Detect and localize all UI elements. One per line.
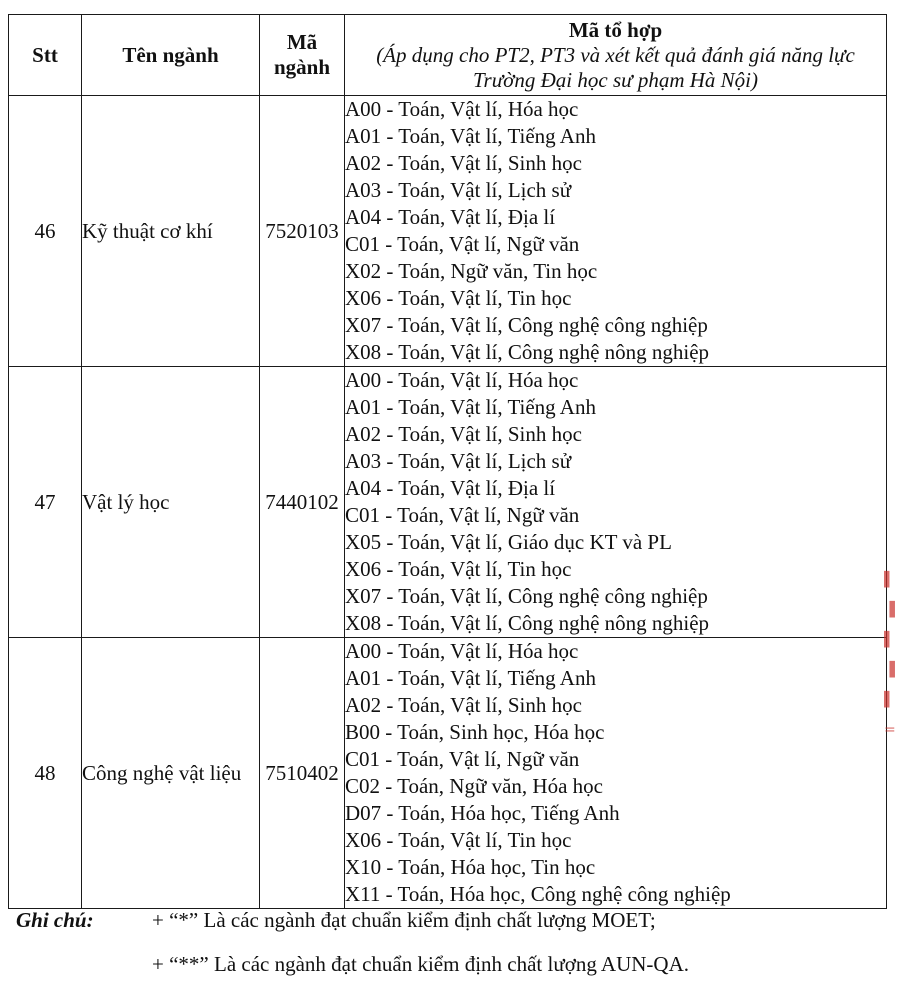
combo-item: X11 - Toán, Hóa học, Công nghệ công nghiệp bbox=[345, 882, 731, 906]
row-stt: 48 bbox=[9, 638, 82, 909]
row-stt: 46 bbox=[9, 96, 82, 367]
combo-item: D07 - Toán, Hóa học, Tiếng Anh bbox=[345, 801, 620, 825]
combo-item: C01 - Toán, Vật lí, Ngữ văn bbox=[345, 747, 580, 771]
combo-item: A03 - Toán, Vật lí, Lịch sử bbox=[345, 178, 572, 202]
combo-item: A01 - Toán, Vật lí, Tiếng Anh bbox=[345, 395, 596, 419]
stamp-mark-fragment: ▌ ▐ ▌ ▐ ▌ = bbox=[884, 572, 896, 738]
combo-item: A01 - Toán, Vật lí, Tiếng Anh bbox=[345, 666, 596, 690]
table-body bbox=[9, 96, 887, 909]
combo-item: A00 - Toán, Vật lí, Hóa học bbox=[345, 639, 579, 663]
row-major-code: 7440102 bbox=[260, 367, 345, 638]
header-combo-note: (Áp dụng cho PT2, PT3 và xét kết quả đánh giá năng lực Trường Đại học sư phạm Hà Nội) bbox=[376, 42, 855, 92]
combo-item: X06 - Toán, Vật lí, Tin học bbox=[345, 286, 572, 310]
combo-item: A00 - Toán, Vật lí, Hóa học bbox=[345, 97, 579, 121]
combo-item: X08 - Toán, Vật lí, Công nghệ nông nghiệp bbox=[345, 611, 710, 635]
note-line-aun-qa: + “**” Là các ngành đạt chuẩn kiểm định chất lượng AUN-QA. bbox=[152, 952, 689, 976]
table-row bbox=[9, 96, 887, 367]
row-major-code: 7520103 bbox=[260, 96, 345, 367]
combo-item: X08 - Toán, Vật lí, Công nghệ nông nghiệp bbox=[345, 340, 710, 364]
combo-item: A02 - Toán, Vật lí, Sinh học bbox=[345, 693, 582, 717]
combo-item: X07 - Toán, Vật lí, Công nghệ công nghiệp bbox=[345, 584, 708, 608]
admissions-table bbox=[8, 14, 887, 909]
row-major-name: Kỹ thuật cơ khí bbox=[82, 96, 260, 367]
row-stt: 47 bbox=[9, 367, 82, 638]
row-major-name: Công nghệ vật liệu bbox=[82, 638, 260, 909]
table-row bbox=[9, 638, 887, 909]
combo-item: A00 - Toán, Vật lí, Hóa học bbox=[345, 368, 579, 392]
table-row bbox=[9, 367, 887, 638]
combo-item: X06 - Toán, Vật lí, Tin học bbox=[345, 828, 572, 852]
combo-item: X06 - Toán, Vật lí, Tin học bbox=[345, 557, 572, 581]
header-combo bbox=[345, 15, 887, 96]
row-combo-list bbox=[345, 367, 887, 638]
combo-item: X02 - Toán, Ngữ văn, Tin học bbox=[345, 259, 598, 283]
combo-item: C01 - Toán, Vật lí, Ngữ văn bbox=[345, 503, 580, 527]
header-major-code: Mã ngành bbox=[260, 15, 345, 96]
combo-item: X05 - Toán, Vật lí, Giáo dục KT và PL bbox=[345, 530, 672, 554]
row-major-code: 7510402 bbox=[260, 638, 345, 909]
header-stt: Stt bbox=[9, 15, 82, 96]
combo-item: A04 - Toán, Vật lí, Địa lí bbox=[345, 476, 556, 500]
combo-item: X07 - Toán, Vật lí, Công nghệ công nghiệp bbox=[345, 313, 708, 337]
combo-item: A03 - Toán, Vật lí, Lịch sử bbox=[345, 449, 572, 473]
combo-item: B00 - Toán, Sinh học, Hóa học bbox=[345, 720, 605, 744]
row-major-name: Vật lý học bbox=[82, 367, 260, 638]
note-line-moet: + “*” Là các ngành đạt chuẩn kiểm định chất lượng MOET; bbox=[152, 908, 656, 932]
combo-item: X10 - Toán, Hóa học, Tin học bbox=[345, 855, 596, 879]
row-combo-list bbox=[345, 638, 887, 909]
header-major-name: Tên ngành bbox=[82, 15, 260, 96]
combo-item: A02 - Toán, Vật lí, Sinh học bbox=[345, 151, 582, 175]
combo-item: A01 - Toán, Vật lí, Tiếng Anh bbox=[345, 124, 596, 148]
combo-item: C01 - Toán, Vật lí, Ngữ văn bbox=[345, 232, 580, 256]
table-header-row bbox=[9, 15, 887, 96]
combo-item: A02 - Toán, Vật lí, Sinh học bbox=[345, 422, 582, 446]
row-combo-list bbox=[345, 96, 887, 367]
notes-label: Ghi chú: bbox=[16, 908, 94, 932]
combo-item: A04 - Toán, Vật lí, Địa lí bbox=[345, 205, 556, 229]
header-combo-title: Mã tổ hợp bbox=[568, 17, 663, 42]
combo-item: C02 - Toán, Ngữ văn, Hóa học bbox=[345, 774, 603, 798]
